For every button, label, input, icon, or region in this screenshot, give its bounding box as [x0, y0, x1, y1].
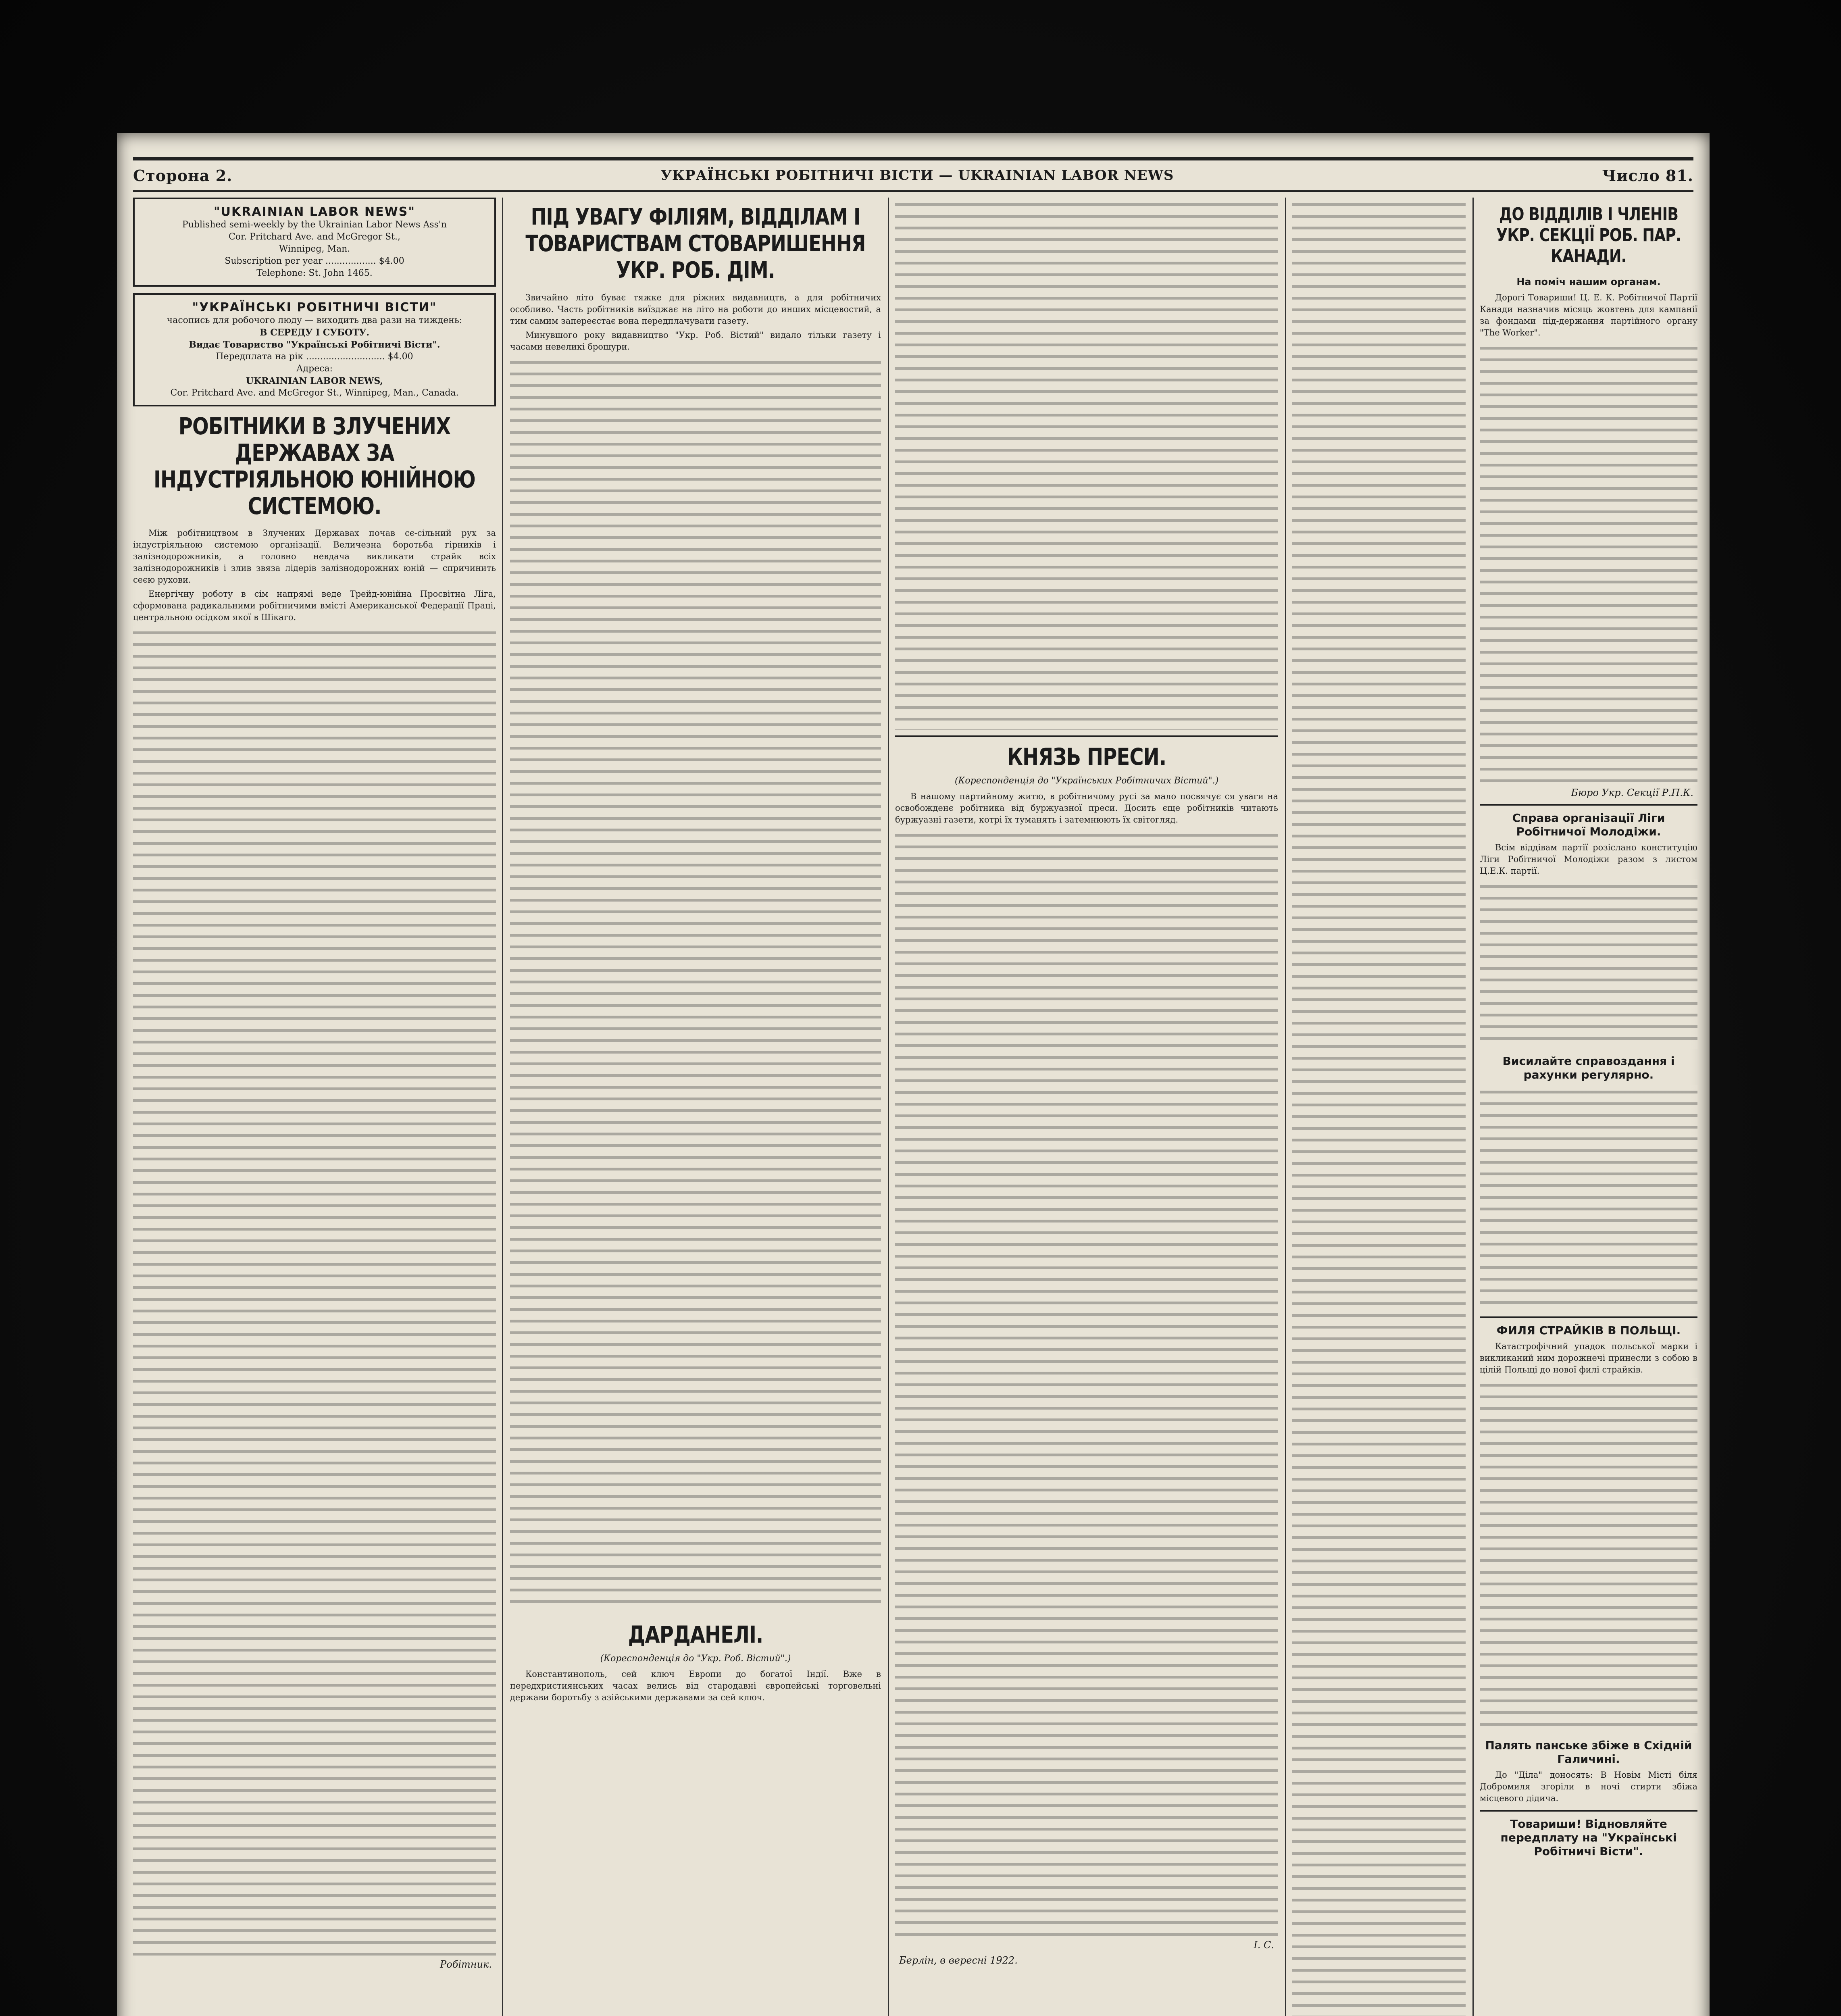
article-paragraph: Минувшого року видавництво "Укр. Роб. Вістий" видало тільки газету і часами невеликі брошури. [510, 330, 881, 352]
headline-strikes: ФИЛЯ СТРАЙКІВ В ПОЛЬЩІ. [1496, 1324, 1681, 1337]
column-rule [888, 198, 889, 2016]
headline-workers: РОБІТНИКИ В ЗЛУЧЕНИХ ДЕРЖАВАХ ЗА ІНДУСТРІЯЛЬНОЮ ЮНІЙНОЮ СИСТЕМОЮ. [154, 412, 475, 520]
headline-dardanelles: ДАРДАНЕЛІ. [628, 1621, 763, 1648]
article-paragraph: Константинополь, сей ключ Европи до богатої Індії. Вже в передхристиянських часах велись від стародавні європейські торговельні держави боротьбу з азійськими державами за сей ключ. [510, 1669, 881, 1702]
masthead-uk-line: Передплата на рік ............................ $4.00 [216, 352, 413, 362]
masthead-english [133, 198, 496, 287]
article-paragraph: В нашому партийному житю, в робітничому русі за мало посвячує ся уваги на освобожденє робітника від буржуазної преси. Досить єще робітників читають буржуазні газети, котрі їх туманять і затемнюють їх світогляд. [895, 791, 1278, 825]
subhead: (Кореспонденція до "Українських Робітничих Вістий".) [954, 776, 1219, 786]
masthead-uk-line: часопись для робочого люду — виходить два рази на тиждень: [167, 315, 462, 325]
masthead-en-line: Winnipeg, Man. [279, 244, 350, 254]
article-text-block [1292, 198, 1466, 2016]
article-text-block [895, 828, 1278, 1937]
article-text-block [133, 626, 496, 1956]
column-rule [502, 198, 503, 2016]
masthead-uk-title: "УКРАЇНСЬКІ РОБІТНИЧІ ВІСТИ" [192, 300, 437, 314]
headline-youth: Справа організації Ліги Робітничої Молодіжи. [1512, 811, 1665, 838]
masthead-en-line: Cor. Pritchard Ave. and McGregor St., [228, 232, 401, 242]
headline-publishers: ПІД УВАГУ ФІЛІЯМ, ВІДДІЛАМ І ТОВАРИСТВАМ СТОВАРИШЕННЯ УКР. РОБ. ДІМ. [525, 204, 866, 283]
column-5 [1480, 198, 1697, 2016]
subhead: На поміч нашим органам. [1516, 276, 1661, 287]
divider [1480, 1810, 1697, 1812]
article-text-block [510, 355, 881, 1605]
column-2 [510, 198, 881, 2016]
article-paragraph: Всім віддівам партії розіслано конституцію Ліги Робітничої Молодіжи разом з листом Ц.Е.К. партії. [1480, 843, 1697, 876]
running-head [133, 161, 1693, 190]
article-paragraph: До "Діла" доносять: В Новім Місті біля Добромиля згоріли в ночі стирти збіжа місцевого дідича. [1480, 1770, 1697, 1803]
headline-prince: КНЯЗЬ ПРЕСИ. [1007, 743, 1166, 771]
top-rule [133, 157, 1693, 160]
article-text-block [1480, 1378, 1697, 1733]
paper-title: УКРАЇНСЬКІ РОБІТНИЧІ ВІСТИ — UKRAINIAN LABOR NEWS [660, 167, 1174, 183]
article-paragraph: Енергічну роботу в сім напрямі веде Трейд-юнійна Просвітна Ліга, сформована радикальними робітничими вмісті Американської Федерації Праці, центральною осідком якої в Шікаго. [133, 589, 496, 622]
masthead-en-line: Subscription per year .................. $4.00 [225, 256, 404, 266]
masthead-uk-line: Адреса: [296, 364, 333, 374]
masthead-en-line: Telephone: St. John 1465. [256, 268, 373, 278]
column-4 [1292, 198, 1466, 2016]
article-text-block [1480, 879, 1697, 1049]
masthead-ukrainian [133, 293, 496, 406]
masthead-en-line: Published semi-weekly by the Ukrainian Labor News Ass'n [182, 220, 447, 230]
divider [1480, 804, 1697, 806]
masthead-en-title: "UKRAINIAN LABOR NEWS" [214, 205, 415, 219]
byline: Робітник. [440, 1959, 492, 1970]
headline-branches: ДО ВІДДІЛІВ І ЧЛЕНІВ УКР. СЕКЦІЇ РОБ. ПАР. КАНАДИ. [1496, 204, 1681, 267]
column-1 [133, 198, 496, 2016]
page-number: Сторона 2. [133, 166, 233, 185]
newspaper-page [117, 133, 1710, 2016]
masthead-uk-line: UKRAINIAN LABOR NEWS, [246, 376, 383, 386]
article-text-block [1480, 1085, 1697, 1311]
article-paragraph: Звичайно літо буває тяжке для ріжних видавництв, а для робітничих особливо. Часть робітників виїзджає на літо на роботи до инших місцевостий, а тим самим запереєстає вона передплачувати газету. [510, 293, 881, 326]
article-text-block [895, 198, 1278, 730]
article-paragraph: Катастрофічний упадок польської марки і викликаний ним дорожнечі принесли з собою в цілій Польщі до нової филі страйків. [1480, 1341, 1697, 1375]
divider [1480, 1316, 1697, 1318]
article-paragraph: Між робітництвом в Злучених Державах почав сє-сільний рух за індустріяльною системою організації. Величезна боротьба гірників і залізнодорожників, а головно невдача викликати страйк всіх залізнодорожників і злив звяза лідерів залізнодорожних юній — спричинить сеєю рухови. [133, 528, 496, 585]
article-paragraph: Дорогі Товариши! Ц. Е. К. Робітничої Партії Канади назначив місяць жовтень для кампанії за фондами під-держання партійного органу "The Worker". [1480, 293, 1697, 337]
dateline: Берлін, в вересні 1922. [899, 1955, 1018, 1966]
headline-reports: Висилайте справоздання і рахунки регулярно. [1502, 1054, 1675, 1081]
masthead-uk-line: Видає Товариство "Українські Робітничі Вісти". [189, 339, 440, 350]
masthead-uk-line: Cor. Pritchard Ave. and McGregor St., Winnipeg, Man., Canada. [170, 388, 459, 398]
column-rule [1472, 198, 1474, 2016]
appeal: Товариши! Відновляйте передплату на "Українські Робітничі Вісти". [1500, 1817, 1677, 1858]
masthead-uk-line: В СЕРЕДУ І СУБОТУ. [259, 327, 370, 338]
column-rule [1285, 198, 1286, 2016]
article-text-block [1480, 341, 1697, 785]
byline: І. С. [1254, 1939, 1274, 1951]
divider [895, 735, 1278, 737]
byline: Бюро Укр. Секції Р.П.К. [1571, 787, 1693, 798]
column-3 [895, 198, 1278, 2016]
subhead: (Кореспонденція до "Укр. Роб. Вістий".) [600, 1654, 791, 1664]
issue-number: Число 81. [1602, 166, 1693, 185]
header-rule [133, 190, 1693, 192]
headline-galicia: Палять панське збіже в Східній Галичині. [1485, 1739, 1692, 1766]
